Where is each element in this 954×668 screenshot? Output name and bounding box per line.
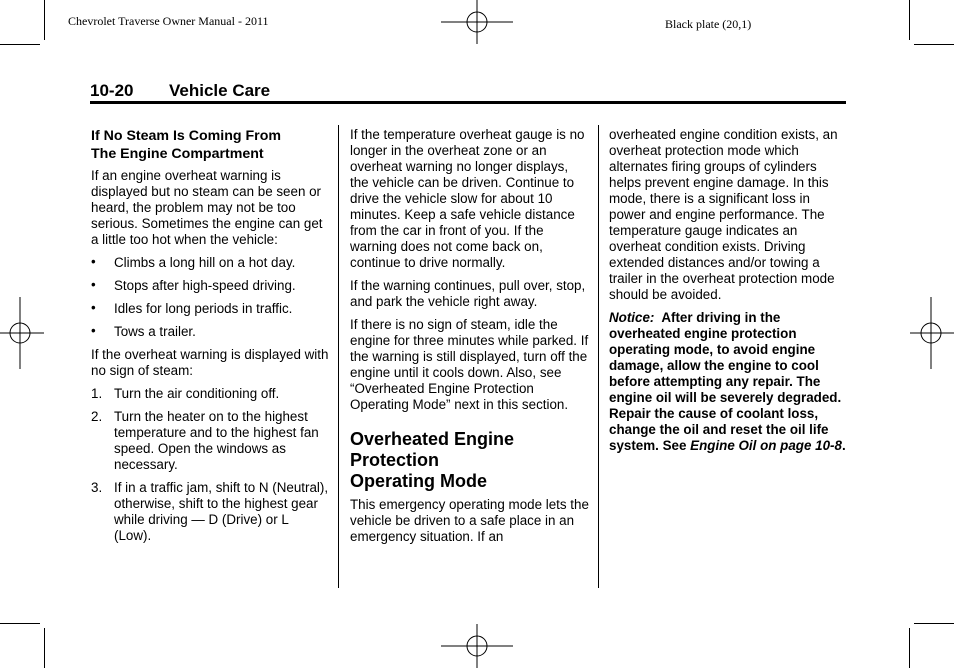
step-text: Turn the air conditioning off. (114, 386, 280, 401)
notice-body: After driving in the overheated engine protection operating mode, to avoid engine damage, allow the engine to cool before attempting any repair. The engine oil will be severely degraded. Repair the cause of coolant loss, change the oil and reset the oil life system. See (609, 310, 842, 453)
section-heading-line-3: Operating Mode (350, 471, 488, 491)
section-heading-line-2: Protection (350, 450, 440, 470)
subheading-line-2: The Engine Compartment (91, 146, 264, 162)
step-number: 3. (91, 480, 103, 495)
registration-mark-right (910, 297, 954, 369)
paragraph: This emergency operating mode lets the vehicle be driven to a safe place in an emergency situation. If an (350, 497, 589, 544)
step-text: If in a traffic jam, shift to N (Neutral), otherwise, shift to the highest gear while driving — D (Drive) or L (Low). (114, 480, 329, 543)
notice-label: Notice: (609, 310, 655, 325)
list-item-text: Idles for long periods in traffic. (114, 301, 293, 316)
steps-list (91, 386, 329, 544)
paragraph: overheated engine condition exists, an overheat protection mode which alternates firing groups of cylinders helps prevent engine damage. In this mode, there is a significant loss in power and engine performance. The temperature gauge indicates an overheat condition exists. Driving extended distances and/or towing a trailer in the overheat protection mode should be avoided. (609, 127, 838, 302)
notice (609, 310, 847, 454)
bullet-mark: • (91, 300, 96, 315)
cross-reference: Engine Oil on page 10-8 (690, 438, 842, 453)
step-item (91, 409, 329, 473)
column-2 (350, 127, 590, 552)
print-meta-left: Chevrolet Traverse Owner Manual - 2011 (68, 14, 269, 28)
step-item (91, 480, 329, 544)
paragraph: If the warning continues, pull over, stop, and park the vehicle right away. (350, 278, 586, 309)
paragraph: If there is no sign of steam, idle the engine for three minutes while parked. If the warning is still displayed, turn off the engine until it cools down. Also, see “Overheated Engine Protection Operating Mode” next in this section. (350, 317, 589, 412)
crop-mark-top-left-v (44, 0, 45, 40)
section-heading-line-1: Overheated Engine (350, 429, 515, 449)
column-1 (91, 127, 329, 551)
crop-mark-top-right-v (909, 0, 910, 40)
bullet-mark: • (91, 254, 96, 269)
registration-mark-left (0, 297, 44, 369)
step-text: Turn the heater on to the highest temperature and to the highest fan speed. Open the windows as necessary. (114, 409, 319, 472)
subheading-line-1: If No Steam Is Coming From (91, 128, 281, 144)
page-number: 10-20 (90, 81, 134, 100)
list-item (91, 255, 329, 271)
registration-mark-bottom (441, 624, 513, 668)
list-item (91, 278, 329, 294)
crop-mark-bottom-right-v (909, 628, 910, 668)
bullet-mark: • (91, 277, 96, 292)
list-item-text: Tows a trailer. (114, 324, 196, 339)
registration-mark-top (441, 0, 513, 44)
list-item (91, 301, 329, 317)
list-item-text: Stops after high-speed driving. (114, 278, 296, 293)
column-divider-2 (598, 125, 599, 588)
subheading (91, 127, 329, 163)
crop-mark-top-left-h (0, 44, 40, 45)
column-divider-1 (338, 125, 339, 588)
crop-mark-bottom-right-h (914, 623, 954, 624)
paragraph: If the temperature overheat gauge is no longer in the overheat zone or an overheat warning no longer displays, the vehicle can be driven. Continue to drive the vehicle slow for about 10 minutes. Keep a safe vehicle distance from the car in front of you. If the warning does not come back on, continue to drive normally. (350, 127, 585, 270)
section-title: Vehicle Care (169, 81, 271, 100)
paragraph: If an engine overheat warning is displayed but no steam can be seen or heard, the problem may not be too serious. Sometimes the engine can get a little too hot when the vehicle: (91, 168, 323, 247)
step-item (91, 386, 329, 402)
paragraph: If the overheat warning is displayed with no sign of steam: (91, 347, 329, 378)
column-3 (609, 127, 847, 461)
notice-end: . (841, 438, 846, 453)
print-meta-right: Black plate (20,1) (665, 17, 752, 31)
crop-mark-bottom-left-h (0, 623, 40, 624)
list-item-text: Climbs a long hill on a hot day. (114, 255, 296, 270)
step-number: 2. (91, 409, 103, 424)
bullet-mark: • (91, 323, 96, 338)
step-number: 1. (91, 386, 103, 401)
section-heading (350, 429, 590, 492)
list-item (91, 324, 329, 340)
bullet-list (91, 255, 329, 340)
crop-mark-bottom-left-v (44, 628, 45, 668)
crop-mark-top-right-h (914, 44, 954, 45)
header-rule (90, 101, 846, 104)
